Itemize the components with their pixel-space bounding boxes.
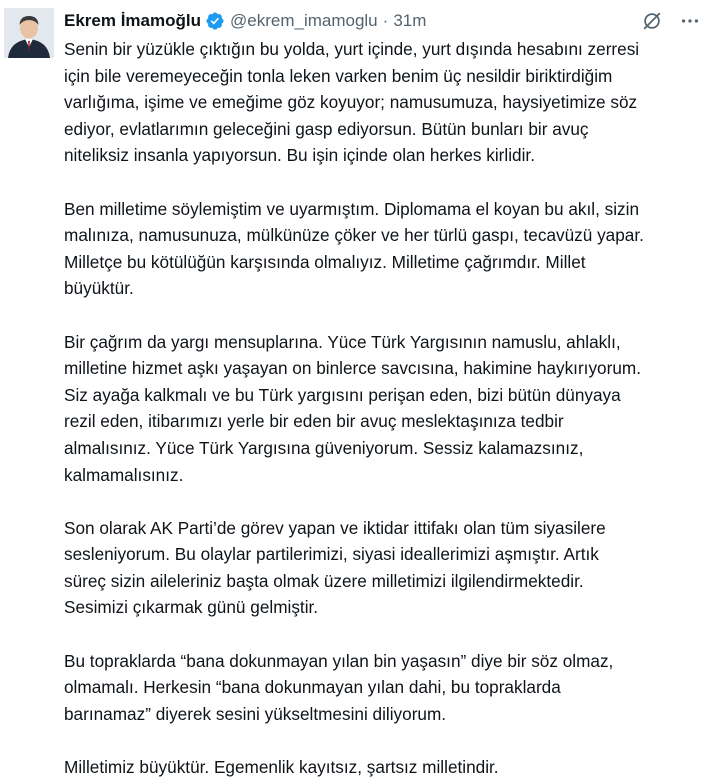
tweet-text-line: Bu topraklarda “bana dokunmayan yılan bin yaşasın” diye bir söz olmaz, <box>64 650 614 671</box>
tweet-text-line: Son olarak AK Parti’de görev yapan ve iktidar ittifakı olan tüm siyasilere <box>64 517 606 538</box>
tweet-header <box>64 8 709 34</box>
tweet-paragraph <box>64 754 714 781</box>
separator-dot: · <box>382 11 389 30</box>
tweet-text-line: kalmamalısınız. <box>64 464 184 485</box>
tweet-text-line: büyüktür. <box>64 278 134 299</box>
tweet-text-line: sesleniyorum. Bu olaylar partilerimizi, siyasi ideallerimizi aşmıştır. Artık <box>64 544 599 565</box>
tweet-paragraph <box>64 648 714 728</box>
tweet-text-line: varlığıma, işime ve emeğime göz koyuyor; namusumuza, haysiyetimize söz <box>64 92 638 113</box>
avatar[interactable] <box>4 8 54 58</box>
tweet-text-line: için bile veremeyeceğin tonla leken varken benim üç nesildir biriktirdiğim <box>64 65 613 86</box>
tweet-text-line: rezil eden, itibarımızı yerle bir eden bir avuç meslektaşınıza tedbir <box>64 411 564 432</box>
tweet-text-line: süreç sizin aileleriniz başta olmak üzere milletimizi ilgilendirmektedir. <box>64 570 584 591</box>
tweet-paragraph <box>64 36 714 169</box>
tweet-text-line: Milletçe bu kötülüğün karşısında olmalıyız. Milletime çağrımdır. Millet <box>64 251 586 272</box>
tweet-text-line: Bir çağrım da yargı mensuplarına. Yüce Türk Yargısının namuslu, ahlaklı, <box>64 331 621 352</box>
header-actions <box>641 8 701 34</box>
author-name[interactable]: Ekrem İmamoğlu <box>64 11 201 30</box>
tweet-content <box>64 8 709 781</box>
tweet-text-line: niteliksiz insanla yapıyorsun. Bu işin içinde olan herkes kirlidir. <box>64 145 535 166</box>
tweet-paragraph <box>64 196 714 302</box>
tweet-paragraph <box>64 329 714 489</box>
tweet-text-line: almalısınız. Yüce Türk Yargısına güveniyorum. Sessiz kalamazsınız, <box>64 437 584 458</box>
tweet-text-line: Milletimiz büyüktür. Egemenlik kayıtsız, şartsız milletindir. <box>64 757 499 778</box>
tweet-text-line: milletine hizmet aşkı yaşayan on binlerce savcısına, hakimine haykırıyorum. <box>64 358 641 379</box>
profile-photo-icon <box>4 8 54 58</box>
tweet-text-line: Ben milletime söylemiştim ve uyarmıştım. Diplomama el koyan bu akıl, sizin <box>64 198 640 219</box>
tweet-timestamp[interactable]: 31m <box>393 11 427 30</box>
tweet-text-line: Siz ayağa kalkmalı ve bu Türk yargısını perişan eden, bizi bütün dünyaya <box>64 384 621 405</box>
tweet-text-line: Senin bir yüzükle çıktığın bu yolda, yurt içinde, yurt dışında hesabını zerresi <box>64 39 640 59</box>
tweet-text-line: ediyor, evlatlarımın geleceğini gasp ediyorsun. Bütün bunları bir avuç <box>64 118 589 139</box>
verified-badge-icon[interactable] <box>205 11 225 31</box>
tweet-text-line: olmamalı. Herkesin “bana dokunmayan yılan dahi, bu topraklarda <box>64 677 561 698</box>
tweet-text-line: Sesimizi çıkarmak günü gelmiştir. <box>64 597 319 618</box>
tweet-text-line: barınamaz” diyerek sesini yükseltmesini diliyorum. <box>64 703 447 724</box>
author-handle[interactable]: @ekrem_imamoglu <box>230 11 378 30</box>
tweet-paragraph <box>64 515 714 621</box>
more-options-icon[interactable] <box>679 10 701 32</box>
tweet-text <box>64 36 714 781</box>
tweet-text-line: malınıza, namusunuza, mülkünüze çöker ve her türlü gaspı, tecavüzü yapar. <box>64 225 644 246</box>
grok-icon[interactable] <box>641 10 663 32</box>
